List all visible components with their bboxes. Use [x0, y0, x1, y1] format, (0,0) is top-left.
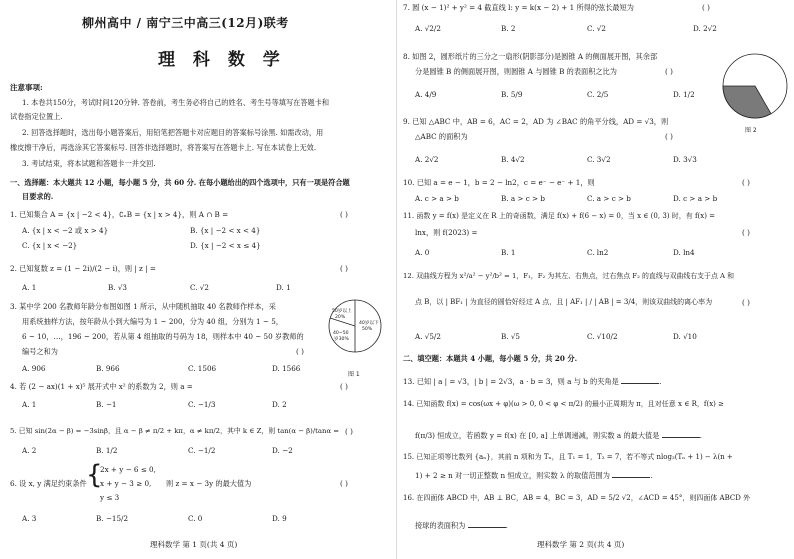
notice-line: 3. 考试结束，将本试题和答题卡一并交回.: [22, 159, 156, 168]
pie-label-over50: 50岁以上: [332, 309, 352, 314]
option-c: C. {x | x < −2}: [22, 241, 78, 250]
option-c: C. a > c > b: [587, 194, 631, 203]
option-d: D. 9: [272, 514, 287, 523]
pie-label-under40: 40岁以下: [359, 321, 379, 326]
question-11: 11. 函数 y = f(x) 是定义在 R 上的奇函数，满足 f(x) + f(6 − x) = 0，当 x ∈ (0, 3) 时，有 f(x) =: [403, 212, 716, 220]
notice-line: 2. 回答选择题时，选出每小题答案后，用铅笔把答题卡对应题目的答案标号涂黑. 如需改动，用: [22, 128, 324, 137]
option-d: D. 2: [272, 400, 287, 409]
option-d: D. 1566: [272, 364, 301, 373]
question-5: 5. 已知 sin(2α − β) = −3sinβ，且 α − β ≠ π/2 + kπ，α ≠ kπ/2，其中 k ∈ Z，则 tan(α − β)/tanα =: [10, 427, 340, 435]
answer-paren: ( ): [340, 479, 348, 488]
exam-title: 柳州高中 / 南宁三中高三(12月)联考: [82, 16, 289, 30]
answer-blank: [662, 430, 700, 438]
option-b: B. 1: [501, 248, 516, 257]
notice-line: 试卷指定位置上.: [10, 112, 63, 121]
answer-blank: [468, 520, 506, 528]
option-c: C. 2/5: [587, 90, 609, 99]
option-d: D. {x | −2 < x ≤ 4}: [190, 241, 261, 250]
question-7: 7. 圆 (x − 1)² + y² = 4 截直线 l: y = k(x − 2) + 1 所得的弦长最短为: [403, 3, 634, 12]
question-6: 6. 设 x, y 满足约束条件: [10, 479, 87, 488]
option-a: A. 4/9: [415, 90, 437, 99]
question-14: 14. 已知函数 f(x) = cos(ωx + φ)(ω > 0, 0 < φ < π/2) 的最小正周期为 π，且对任意 x ∈ R，f(x) ≥: [403, 400, 724, 408]
notice-line: 橡皮擦干净后，再选涂其它答案标号. 回答非选择题时，将答案写在答题卡上. 写在本试卷上无效.: [10, 143, 317, 152]
question-16: 16. 在四面体 ABCD 中，AB ⊥ BC，AB = 4，BC = 3，AD = 5/2 √2，∠ACD = 45°，则四面体 ABCD 外: [403, 494, 751, 502]
pie-label-under40-pct: 50%: [362, 327, 373, 332]
option-b: B. {x | −2 < x < 4}: [190, 226, 261, 235]
option-a: A. 0: [415, 248, 430, 257]
answer-paren: ( ): [340, 382, 348, 391]
question-15: 15. 已知正项等比数列 {aₙ}，其前 n 项和为 Tₙ，且 T₁ = 1，T₂ = 7，若不等式 nlog₂(Tₙ + 1) − λ(n +: [403, 453, 733, 461]
option-a: A. 3: [22, 514, 37, 523]
constraint-2: x + y − 3 ≥ 0,: [100, 479, 152, 488]
option-c: C. 3√2: [587, 155, 611, 164]
option-a: A. 2: [22, 446, 37, 455]
option-b: B. 2: [501, 24, 516, 33]
option-c: C. −1/3: [188, 400, 216, 409]
question-3-line: 用系统抽样方法，按年龄从小到大编号为 1 ~ 200，分为 40 组，分别为 1 ~ 5，: [22, 317, 283, 326]
option-b: B. 5/9: [501, 90, 523, 99]
question-8-line: 分是圆锥 B 的侧面展开图，则圆锥 A 与圆锥 B 的表面积之比为: [415, 67, 617, 76]
subject-title: 理 科 数 学: [158, 50, 286, 70]
constraint-3: y ≤ 3: [100, 493, 120, 502]
question-9-line: △ABC 的面积为: [415, 132, 468, 141]
question-10: 10. 已知 a = e − 1，b = 2 − ln2，c = e⁻ − e⁻ + 1，则: [403, 178, 595, 187]
notice-line: 1. 本卷共150分，考试时间120分钟. 答卷前，考生务必将自己的姓名、考生号等填写在答题卡和: [22, 98, 330, 107]
figure-2-circle: [719, 50, 791, 136]
question-14-line: f(π/3) 恒成立，若函数 y = f(x) 在 [0, a] 上单调递减，则实数 a 的最大值是 .: [415, 431, 702, 440]
option-b: B. 966: [96, 364, 120, 373]
answer-paren: ( ): [742, 298, 750, 307]
figure-1-pie: [326, 296, 384, 380]
option-a: A. {x | x < −2 或 x > 4}: [22, 226, 109, 235]
question-13: 13. 已知 | a | = √3，| b | = 2√3，a · b = 3，则 a 与 b 的夹角是 .: [403, 377, 662, 386]
option-b: B. −15/2: [96, 514, 129, 523]
question-6-tail: 则 z = x − 3y 的最大值为: [166, 479, 252, 488]
question-8: 8. 如图 2，圆形纸片的三分之一扇形(阴影部分)是圆锥 A 的侧面展开图，其余部: [403, 52, 658, 61]
option-a: A. √5/2: [415, 332, 441, 341]
answer-paren: ( ): [665, 67, 673, 76]
option-c: C. √10/2: [587, 332, 618, 341]
option-b: B. 4√2: [501, 155, 525, 164]
answer-paren: ( ): [345, 427, 353, 436]
notice-title: 注意事项:: [10, 83, 43, 92]
option-a: A. c > a > b: [415, 194, 459, 203]
constraint-1: 2x + y − 6 ≤ 0,: [100, 465, 156, 474]
answer-paren: ( ): [340, 264, 348, 273]
answer-paren: ( ): [340, 210, 348, 219]
option-b: B. 1/2: [96, 446, 118, 455]
question-12: 12. 双曲线方程为 x²/a² − y²/b² = 1，F₁，F₂ 为其左、右焦点，过右焦点 F₂ 的直线与双曲线右支于点 A 和: [403, 272, 735, 280]
pie-label-40-50: 40~50: [333, 331, 349, 336]
option-a: A. 2√2: [415, 155, 439, 164]
option-d: D. −2: [272, 446, 293, 455]
question-9: 9. 已知 △ABC 中，AB = 6，AC = 2，AD 为 ∠BAC 的角平分线，AD = √3，则: [403, 117, 669, 126]
option-c: C. 1506: [188, 364, 217, 373]
pie-label-over50-pct: 20%: [335, 315, 346, 320]
figure-2-caption: 图 2: [745, 127, 757, 134]
question-3: 3. 某中学 200 名教师年龄分布图如图 1 所示，从中随机抽取 40 名教师作样本，采: [10, 302, 276, 311]
question-16-line: 接球的表面积为 .: [415, 521, 508, 530]
answer-blank: [621, 376, 659, 384]
question-11-line: lnx，则 f(2023) =: [415, 228, 478, 237]
question-12-line: 点 B，以 | BF₁ | 为直径的圆恰好经过 A 点，且 | AF₁ | / | AB | = 3/4，则该双曲线的离心率为: [415, 298, 713, 306]
option-a: A. 906: [22, 364, 46, 373]
option-d: D. √10: [673, 332, 697, 341]
option-c: C. −1/2: [188, 446, 216, 455]
option-d: D. 1/2: [673, 90, 695, 99]
right-page: [397, 0, 794, 559]
option-b: B. √5: [501, 332, 521, 341]
question-4: 4. 若 (2 − ax)(1 + x)⁵ 展开式中 x² 的系数为 2，则 a =: [10, 382, 193, 391]
option-d: D. 2√2: [693, 24, 717, 33]
answer-paren: ( ): [742, 178, 750, 187]
option-b: B. √3: [108, 283, 128, 292]
option-c: C. √2: [587, 24, 606, 33]
option-d: D. 3√3: [673, 155, 697, 164]
brace: {: [86, 460, 103, 490]
question-3-line: 6 ~ 10，…，196 ~ 200，若从第 4 组抽取的号码为 18，则样本中 40 ~ 50 岁教师的: [22, 332, 304, 341]
option-a: A. √2/2: [415, 24, 441, 33]
answer-paren: ( ): [665, 132, 673, 141]
option-d: D. c > a > b: [673, 194, 718, 203]
option-d: D. ln4: [673, 248, 695, 257]
question-2: 2. 已知复数 z = (1 − 2i)/(2 − i)，则 | z | =: [10, 264, 156, 273]
section1-heading: 一、选择题：本大题共 12 小题，每小题 5 分，共 60 分. 在每小题给出的四个选项中，只有一项是符合题: [10, 178, 350, 187]
section2-heading: 二、填空题：本题共 4 小题，每小题 5 分，共 20 分.: [403, 354, 578, 363]
question-3-line: 编号之和为: [22, 347, 58, 356]
question-1: 1. 已知集合 A = {x | −2 < 4}，∁ₙB = {x | x > 4}，则 A ∩ B =: [10, 210, 229, 219]
option-a: A. 1: [22, 283, 37, 292]
page-footer-left: 理科数学 第 1 页(共 4 页): [150, 540, 238, 549]
option-d: D. 1: [276, 283, 291, 292]
answer-paren: ( ): [742, 228, 750, 237]
option-b: B. −1: [96, 400, 117, 409]
question-15-line: 1) + 2 ≥ n 对一切正整数 n 恒成立，则实数 λ 的取值范围为 .: [415, 471, 653, 480]
option-a: A. 1: [22, 400, 37, 409]
option-c: C. √2: [190, 283, 209, 292]
pie-label-40-50-pct: 岁30%: [334, 337, 349, 342]
option-b: B. a > c > b: [501, 194, 545, 203]
answer-paren: ( ): [702, 3, 710, 12]
option-c: C. ln2: [587, 248, 609, 257]
answer-blank: [612, 470, 650, 478]
section1-heading-cont: 目要求的.: [22, 192, 54, 201]
figure-1-caption: 图 1: [348, 371, 360, 378]
answer-paren: ( ): [296, 347, 304, 356]
page-footer-right: 理科数学 第 2 页(共 4 页): [537, 540, 625, 549]
option-c: C. 0: [188, 514, 203, 523]
